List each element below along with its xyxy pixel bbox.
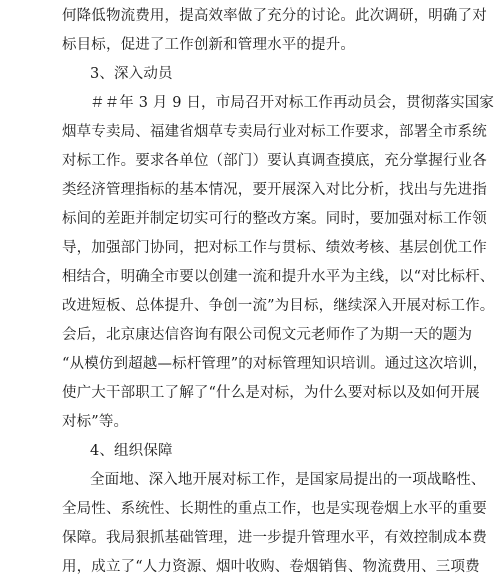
text-line: 标间的差距并制定切实可行的整改方案。同时，要加强对标工作领: [62, 211, 487, 227]
text-line: 类经济管理指标的基本情况，要开展深入对比分析，找出与先进指: [62, 182, 487, 198]
section-heading: 4、组织保障: [90, 443, 173, 459]
text-line: 相结合，明确全市要以创建一流和提升水平为主线，以“对比标杆、: [62, 269, 495, 285]
text-line: 导，加强部门协同，把对标工作与贯标、绩效考核、基层创优工作: [62, 240, 487, 256]
text-line: 保障。我局狠抓基础管理，进一步提升管理水平，有效控制成本费: [62, 530, 487, 546]
section-heading: 3、深入动员: [90, 66, 173, 82]
text-line: 会后，北京康达信咨询有限公司倪文元老师作了为期一天的题为: [62, 327, 473, 343]
text-line: “从模仿到超越—标杆管理”的对标管理知识培训。通过这次培训，: [62, 356, 488, 372]
text-line: 改进短板、总体提升、争创一流”为目标，继续深入开展对标工作。: [62, 298, 495, 314]
text-line: 对标工作。要求各单位（部门）要认真调查摸底，充分掌握行业各: [62, 153, 487, 169]
text-line: 使广大干部职工了解了“什么是对标，为什么要对标以及如何开展: [62, 385, 480, 401]
text-line: ＃＃年 3 月 9 日，市局召开对标工作再动员会，贯彻落实国家: [90, 95, 495, 111]
text-line: 全局性、系统性、长期性的重点工作，也是实现卷烟上水平的重要: [62, 501, 487, 517]
text-line: 标目标，促进了工作创新和管理水平的提升。: [62, 37, 355, 53]
text-line: 对标”等。: [62, 414, 129, 430]
text-line: 用，成立了“人力资源、烟叶收购、卷烟销售、物流费用、三项费: [62, 559, 480, 575]
text-line: 何降低物流费用，提高效率做了充分的讨论。此次调研，明确了对: [62, 8, 487, 24]
text-line: 烟草专卖局、福建省烟草专卖局行业对标工作要求，部署全市系统: [62, 124, 487, 140]
text-line: 全面地、深入地开展对标工作，是国家局提出的一项战略性、: [90, 472, 486, 488]
